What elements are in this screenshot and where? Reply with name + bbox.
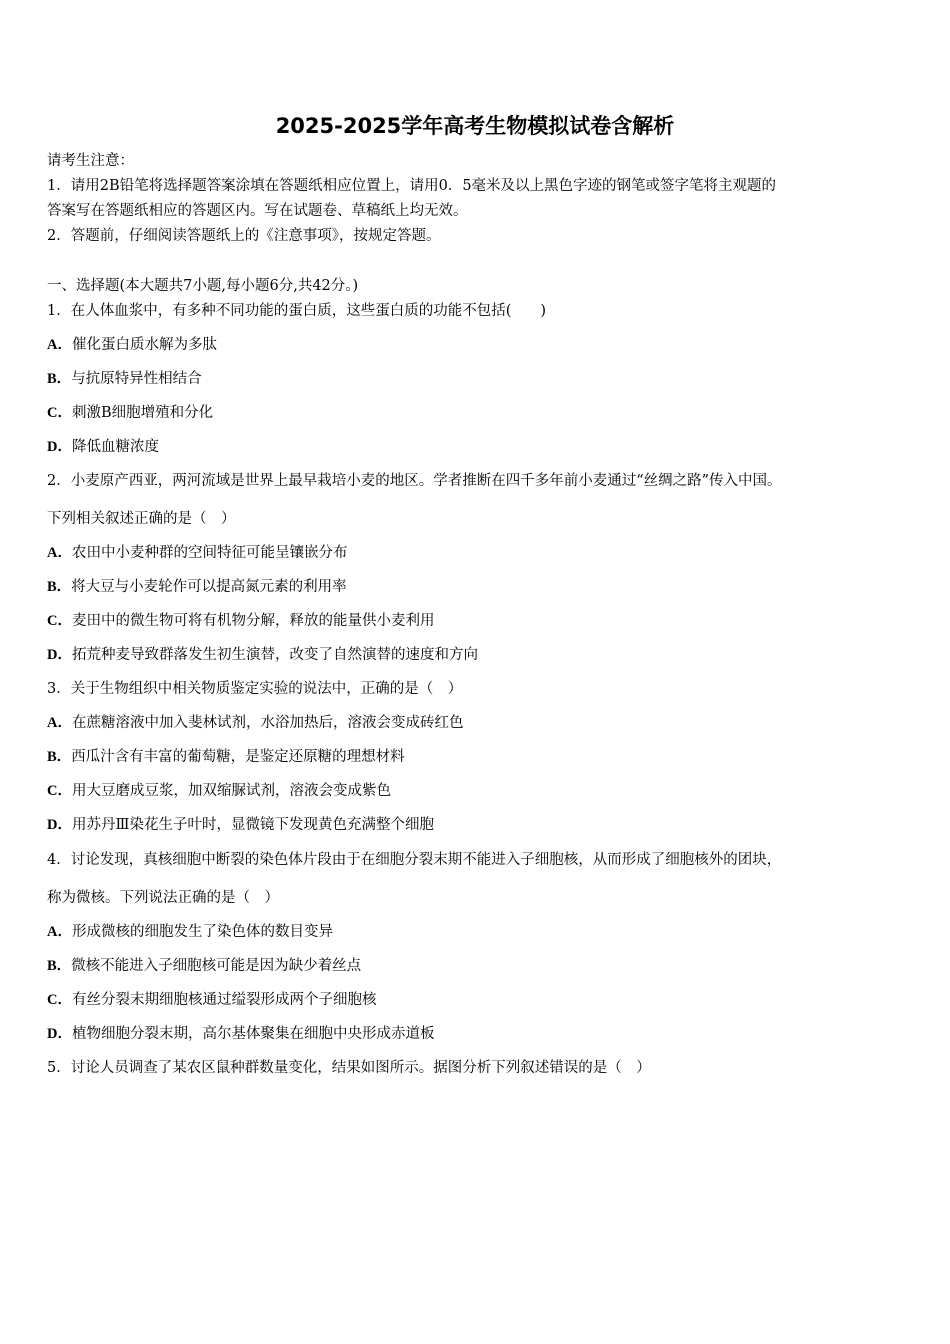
option-letter: B． xyxy=(47,749,72,765)
option-text: 用苏丹Ⅲ染花生子叶时，显微镜下发现黄色充满整个细胞 xyxy=(71,817,434,833)
question-1-option-a xyxy=(47,335,920,355)
option-text: 有丝分裂末期细胞核通过缢裂形成两个子细胞核 xyxy=(71,992,377,1008)
option-text: 催化蛋白质水解为多肽 xyxy=(71,337,217,353)
option-text: 西瓜汁含有丰富的葡萄糖，是鉴定还原糖的理想材料 xyxy=(71,749,405,765)
question-2-option-d xyxy=(47,645,920,665)
option-letter: C． xyxy=(47,992,72,1008)
option-letter: A． xyxy=(47,545,72,561)
option-text: 将大豆与小麦轮作可以提高氮元素的利用率 xyxy=(71,579,347,595)
question-4-stem-line-1: 4．讨论发现，真核细胞中断裂的染色体片段由于在细胞分裂末期不能进入子细胞核，从而形成了细胞核外的团块， xyxy=(47,852,782,868)
question-4-option-d xyxy=(47,1024,920,1044)
question-3-stem: 3．关于生物组织中相关物质鉴定实验的说法中，正确的是（ ） xyxy=(47,681,463,697)
option-text: 微核不能进入子细胞核可能是因为缺少着丝点 xyxy=(71,958,362,974)
option-text: 用大豆磨成豆浆，加双缩脲试剂，溶液会变成紫色 xyxy=(71,783,391,799)
option-letter: B． xyxy=(47,579,72,595)
option-text: 拓荒种麦导致群落发生初生演替，改变了自然演替的速度和方向 xyxy=(71,647,478,663)
question-3-option-d xyxy=(47,815,920,835)
question-4-option-b xyxy=(47,956,920,976)
question-1-option-c xyxy=(47,403,920,423)
question-2-stem-line-2: 下列相关叙述正确的是（ ） xyxy=(47,511,236,527)
option-text: 在蔗糖溶液中加入斐林试剂，水浴加热后，溶液会变成砖红色 xyxy=(71,715,464,731)
option-letter: D． xyxy=(47,1026,72,1042)
option-text: 降低血糖浓度 xyxy=(71,439,159,455)
page-title: 2025-2025学年高考生物模拟试卷含解析 xyxy=(275,114,675,138)
question-1-option-b xyxy=(47,369,920,389)
option-letter: B． xyxy=(47,371,72,387)
question-3-option-b xyxy=(47,747,920,767)
question-5-stem: 5．讨论人员调查了某农区鼠种群数量变化，结果如图所示。据图分析下列叙述错误的是（ ） xyxy=(47,1060,651,1076)
question-2-option-c xyxy=(47,611,920,631)
option-letter: A． xyxy=(47,337,72,353)
option-letter: A． xyxy=(47,924,72,940)
option-text: 形成微核的细胞发生了染色体的数目变异 xyxy=(71,924,333,940)
option-letter: D． xyxy=(47,439,72,455)
notice-item-1-line-2: 答案写在答题纸相应的答题区内。写在试题卷、草稿纸上均无效。 xyxy=(47,203,468,219)
notice-heading: 请考生注意： xyxy=(47,153,134,169)
option-text: 麦田中的微生物可将有机物分解，释放的能量供小麦利用 xyxy=(71,613,435,629)
question-4-stem-line-2: 称为微核。下列说法正确的是（ ） xyxy=(47,890,279,906)
question-2-option-a xyxy=(47,543,920,563)
question-4-option-a xyxy=(47,922,920,942)
option-text: 农田中小麦种群的空间特征可能呈镶嵌分布 xyxy=(71,545,348,561)
option-letter: A． xyxy=(47,715,72,731)
option-text: 刺激B细胞增殖和分化 xyxy=(71,405,214,421)
option-letter: C． xyxy=(47,613,72,629)
question-2-stem-line-1: 2．小麦原产西亚，两河流域是世界上最早栽培小麦的地区。学者推断在四千多年前小麦通过“丝绸之路”传入中国。 xyxy=(47,473,782,489)
question-2-option-b xyxy=(47,577,920,597)
option-letter: C． xyxy=(47,405,72,421)
question-4-option-c xyxy=(47,990,920,1010)
question-1-stem: 1．在人体血浆中，有多种不同功能的蛋白质，这些蛋白质的功能不包括( ) xyxy=(47,303,547,319)
notice-item-1-line-1: 1．请用2B铅笔将选择题答案涂填在答题纸相应位置上，请用0．5毫米及以上黑色字迹的钢笔或签字笔将主观题的 xyxy=(47,178,777,194)
option-text: 植物细胞分裂末期，高尔基体聚集在细胞中央形成赤道板 xyxy=(71,1026,435,1042)
option-letter: D． xyxy=(47,647,72,663)
option-letter: B． xyxy=(47,958,72,974)
question-3-option-c xyxy=(47,781,920,801)
option-letter: D． xyxy=(47,817,72,833)
option-text: 与抗原特异性相结合 xyxy=(71,371,202,387)
notice-item-2: 2．答题前，仔细阅读答题纸上的《注意事项》，按规定答题。 xyxy=(47,228,441,244)
question-3-option-a xyxy=(47,713,920,733)
question-1-option-d xyxy=(47,437,920,457)
option-letter: C． xyxy=(47,783,72,799)
section-heading: 一、选择题(本大题共7小题,每小题6分,共42分。) xyxy=(47,278,359,294)
